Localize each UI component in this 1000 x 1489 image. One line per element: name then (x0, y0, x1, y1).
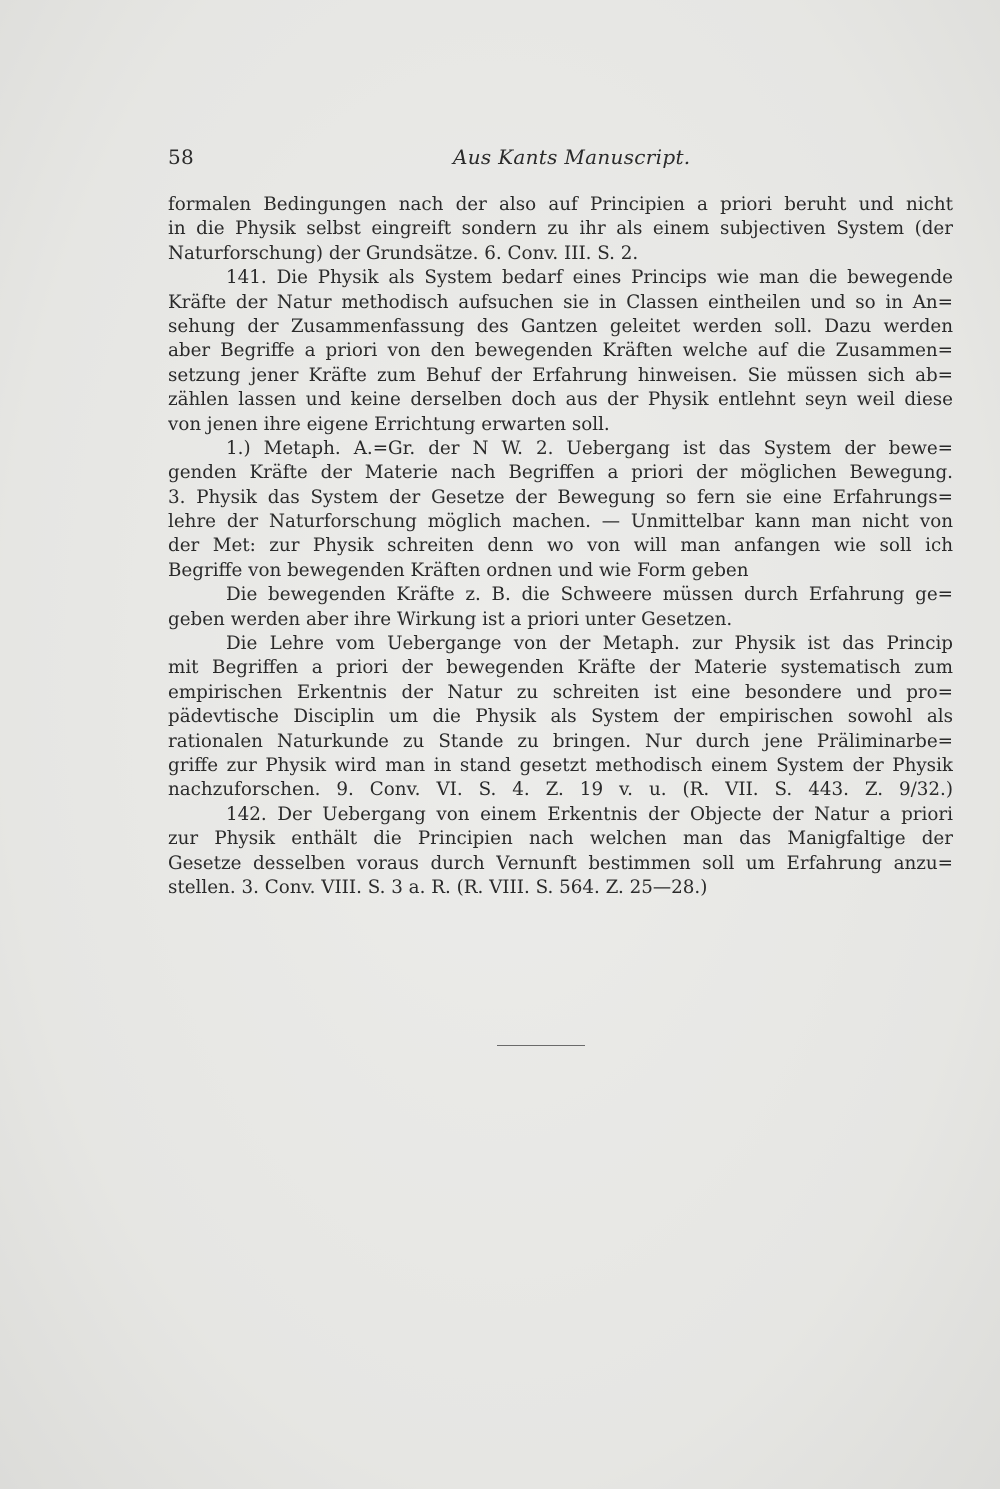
text-line: sehung der Zusammenfassung des Gantzen geleitet werden soll. Dazu werden (168, 315, 953, 337)
text-line: nachzuforschen. 9. Conv. VI. S. 4. Z. 19 v. u. (R. VII. S. 443. Z. 9/32.) (168, 779, 953, 801)
text-line: Naturforschung) der Grundsätze. 6. Conv. III. S. 2. (168, 242, 639, 264)
text-line: lehre der Naturforschung möglich machen. — Unmittelbar kann man nicht von (168, 511, 953, 533)
paragraph-start-lehre: Die Lehre vom Uebergange von der Metaph. zur Physik ist das Princip (226, 633, 953, 655)
paragraph-start-142: 142. Der Uebergang von einem Erkentnis der Objecte der Natur a priori (226, 803, 953, 825)
text-line: Begriffe von bewegenden Kräften ordnen und wie Form geben (168, 559, 749, 581)
running-title: Aus Kants Manuscript. (453, 145, 691, 169)
text-line: aber Begriffe a priori von den bewegenden Kräften welche auf die Zusammen= (168, 340, 953, 362)
text-line: zur Physik enthält die Principien nach welchen man das Manigfaltige der (168, 828, 953, 850)
text-line: genden Kräfte der Materie nach Begriffen a priori der möglichen Bewegung. (168, 462, 953, 484)
text-line: der Met: zur Physik schreiten denn wo von will man anfangen wie soll ich (168, 535, 953, 557)
text-line: stellen. 3. Conv. VIII. S. 3 a. R. (R. VIII. S. 564. Z. 25—28.) (168, 876, 708, 898)
text-line: pädevtische Disciplin um die Physik als System der empirischen sowohl als (168, 706, 953, 728)
text-line: in die Physik selbst eingreift sondern zu ihr als einem subjectiven System (der (168, 218, 953, 240)
text-line: geben werden aber ihre Wirkung ist a priori unter Gesetzen. (168, 608, 733, 630)
paragraph-start-kraefte: Die bewegenden Kräfte z. B. die Schweere müssen durch Erfahrung ge= (226, 584, 953, 606)
text-line: rationalen Naturkunde zu Stande zu bringen. Nur durch jene Präliminarbe= (168, 730, 953, 752)
page-number: 58 (168, 145, 195, 169)
text-line: formalen Bedingungen nach der also auf Principien a priori beruht und nicht (168, 194, 953, 215)
text-line: 3. Physik das System der Gesetze der Bewegung so fern sie eine Erfahrungs= (168, 486, 953, 508)
text-line: griffe zur Physik wird man in stand gesetzt methodisch einem System der Physik (168, 754, 953, 776)
paragraph-start-numbered: 1.) Metaph. A.=Gr. der N W. 2. Uebergang ist das System der bewe= (226, 437, 953, 459)
section-end-rule (497, 1045, 585, 1046)
text-line: mit Begriffen a priori der bewegenden Kräfte der Materie systematisch zum (168, 657, 953, 679)
text-line: zählen lassen und keine derselben doch aus der Physik entlehnt seyn weil diese (168, 389, 953, 411)
text-line: setzung jener Kräfte zum Behuf der Erfahrung hinweisen. Sie müssen sich ab= (168, 364, 953, 386)
body-text (168, 193, 953, 900)
text-line: von jenen ihre eigene Errichtung erwarten soll. (168, 413, 610, 435)
text-line: empirischen Erkentnis der Natur zu schreiten ist eine besondere und pro= (168, 681, 953, 703)
page-header (168, 145, 953, 175)
text-line: Gesetze desselben voraus durch Vernunft bestimmen soll um Erfahrung anzu= (168, 852, 953, 874)
text-line: Kräfte der Natur methodisch aufsuchen sie in Classen eintheilen und so in An= (168, 291, 953, 313)
paragraph-start-141: 141. Die Physik als System bedarf eines Princips wie man die bewegende (226, 267, 953, 289)
